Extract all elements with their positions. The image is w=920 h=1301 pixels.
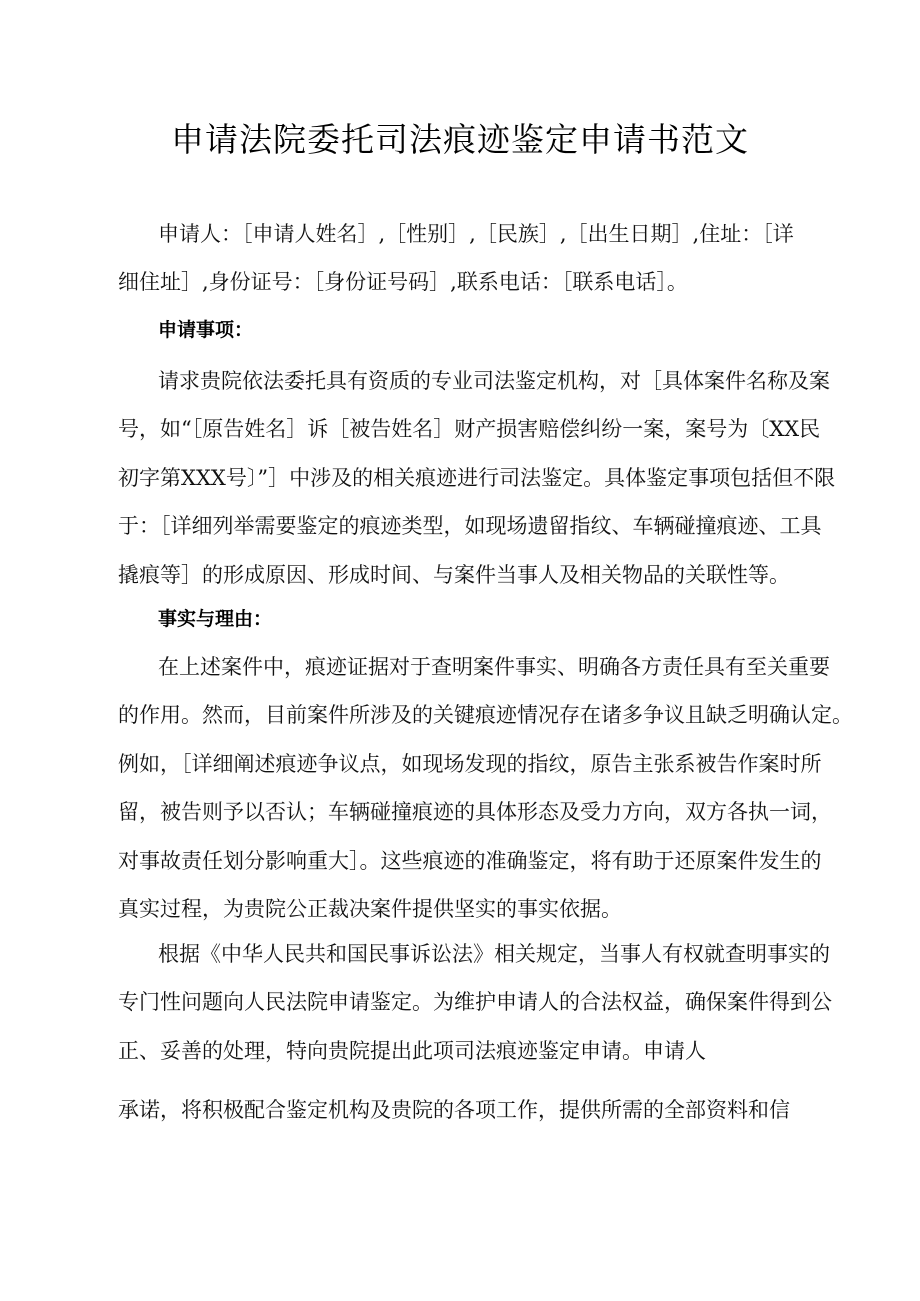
paragraph-line: 申请人：［申请人姓名］,［性别］,［民族］,［出生日期］,住址：［详 — [158, 222, 794, 246]
paragraph-line: 例如，［详细阐述痕迹争议点，如现场发现的指纹，原告主张系被告作案时所 — [118, 751, 822, 776]
paragraph-line: 真实过程，为贵院公正裁决案件提供坚实的事实依据。 — [118, 896, 622, 921]
paragraph-line: 撬痕等］的形成原因、形成时间、与案件当事人及相关物品的关联性等。 — [118, 562, 790, 587]
paragraph-line: 号，如“［原告姓名］诉［被告姓名］财产损害赔偿纠纷一案，案号为〔XX民 — [118, 417, 821, 442]
paragraph-line: 正、妥善的处理，特向贵院提出此项司法痕迹鉴定申请。申请人 — [118, 1038, 706, 1063]
section-heading-facts: 事实与理由： — [158, 608, 273, 630]
paragraph-line: 初字第XXX号〕”］中涉及的相关痕迹进行司法鉴定。具体鉴定事项包括但不限 — [118, 465, 836, 490]
commitment-paragraph — [118, 1086, 808, 1134]
paragraph-line: 专门性问题向人民法院申请鉴定。为维护申请人的合法权益，确保案件得到公 — [118, 990, 832, 1015]
paragraph-line: 根据《中华人民共和国民事诉讼法》相关规定，当事人有权就查明事实的 — [158, 942, 830, 966]
paragraph-line: 的作用。然而，目前案件所涉及的关键痕迹情况存在诸多争议且缺乏明确认定。 — [118, 703, 853, 728]
paragraph-line: 留，被告则予以否认；车辆碰撞痕迹的具体形态及受力方向，双方各执一词， — [118, 800, 832, 825]
paragraph-line: 承诺，将积极配合鉴定机构及贵院的各项工作，提供所需的全部资料和信 — [118, 1098, 790, 1122]
paragraph-line: 于：［详细列举需要鉴定的痕迹类型，如现场遗留指纹、车辆碰撞痕迹、工具 — [118, 514, 822, 539]
section-heading-request: 申请事项： — [158, 319, 254, 341]
law-paragraph — [118, 930, 832, 1075]
applicant-paragraph — [118, 210, 808, 307]
paragraph-line: 对事故责任划分影响重大］。这些痕迹的准确鉴定，将有助于还原案件发生的 — [118, 848, 822, 873]
facts-paragraph — [118, 643, 853, 933]
request-paragraph — [118, 357, 836, 599]
paragraph-line: 请求贵院依法委托具有资质的专业司法鉴定机构，对［具体案件名称及案 — [158, 369, 830, 393]
paragraph-line: 在上述案件中，痕迹证据对于查明案件事实、明确各方责任具有至关重要 — [158, 655, 830, 679]
document-title: 申请法院委托司法痕迹鉴定申请书范文 — [171, 120, 749, 159]
paragraph-line: 细住址］,身份证号：［身份证号码］,联系电话：［联系电话］。 — [118, 270, 688, 295]
